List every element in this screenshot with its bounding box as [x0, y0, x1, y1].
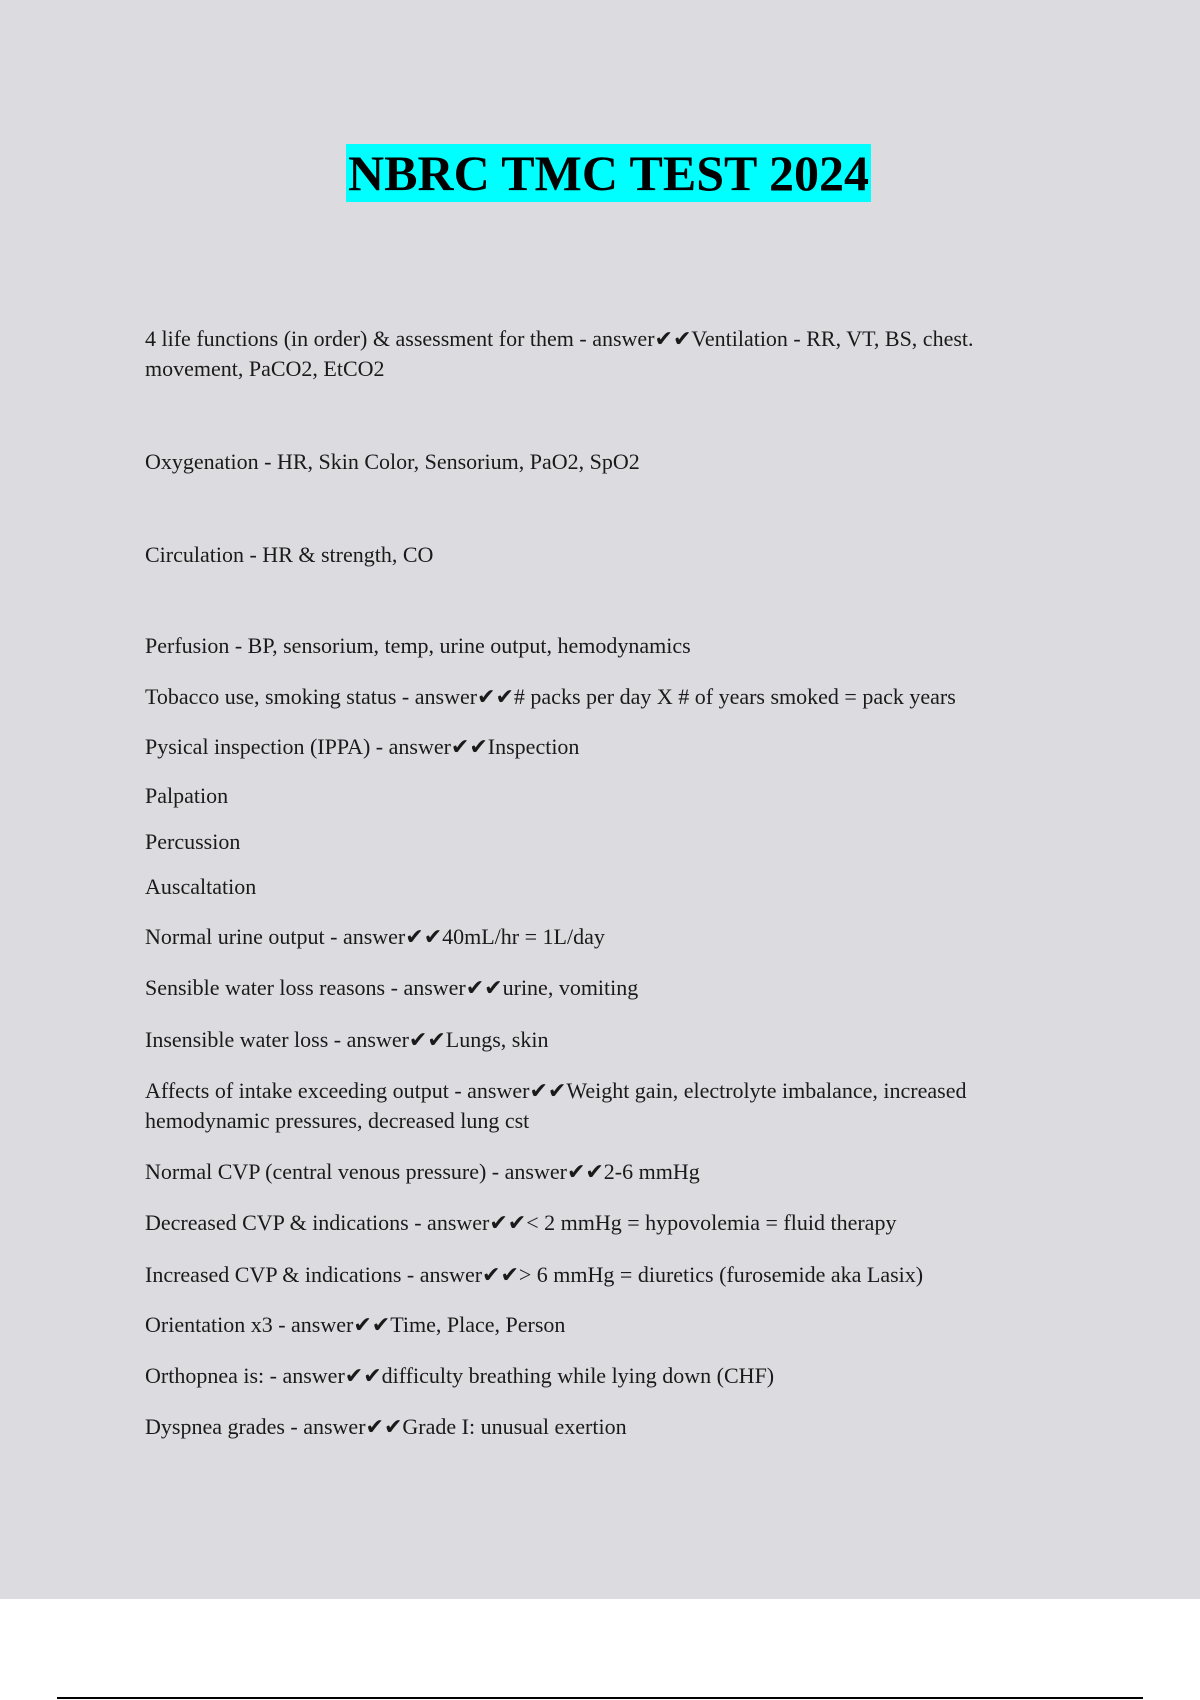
qa-item: Palpation — [145, 783, 229, 808]
qa-item: Affects of intake exceeding output - answer✔✔Weight gain, electrolyte imbalance, increased hemodynamic pressures, decreased lung cst — [145, 1078, 967, 1133]
qa-item: Insensible water loss - answer✔✔Lungs, skin — [145, 1027, 549, 1052]
qa-item: Sensible water loss reasons - answer✔✔urine, vomiting — [145, 975, 639, 1000]
qa-item: 4 life functions (in order) & assessment for them - answer✔✔Ventilation - RR, VT, BS, chest. movement, PaCO2, EtCO2 — [145, 326, 974, 381]
qa-item: Circulation - HR & strength, CO — [145, 542, 434, 567]
document-title: NBRC TMC TEST 2024 — [348, 145, 869, 201]
qa-item: Normal CVP (central venous pressure) - answer✔✔2-6 mmHg — [145, 1159, 700, 1184]
qa-item: Pysical inspection (IPPA) - answer✔✔Inspection — [145, 734, 580, 759]
qa-item: Decreased CVP & indications - answer✔✔< 2 mmHg = hypovolemia = fluid therapy — [145, 1210, 897, 1235]
qa-item: Dyspnea grades - answer✔✔Grade I: unusual exertion — [145, 1414, 627, 1439]
qa-item: Auscaltation — [145, 874, 257, 899]
qa-item: Normal urine output - answer✔✔40mL/hr = 1L/day — [145, 924, 605, 949]
qa-item: Tobacco use, smoking status - answer✔✔# packs per day X # of years smoked = pack years — [145, 684, 956, 709]
title-container — [0, 144, 1200, 202]
qa-item: Orientation x3 - answer✔✔Time, Place, Person — [145, 1312, 566, 1337]
qa-item: Perfusion - BP, sensorium, temp, urine output, hemodynamics — [145, 633, 691, 658]
qa-item: Orthopnea is: - answer✔✔difficulty breathing while lying down (CHF) — [145, 1363, 775, 1388]
footer-divider — [57, 1697, 1143, 1699]
qa-item: Increased CVP & indications - answer✔✔> 6 mmHg = diuretics (furosemide aka Lasix) — [145, 1262, 924, 1287]
qa-item: Oxygenation - HR, Skin Color, Sensorium, PaO2, SpO2 — [145, 449, 640, 474]
qa-item: Percussion — [145, 829, 241, 854]
